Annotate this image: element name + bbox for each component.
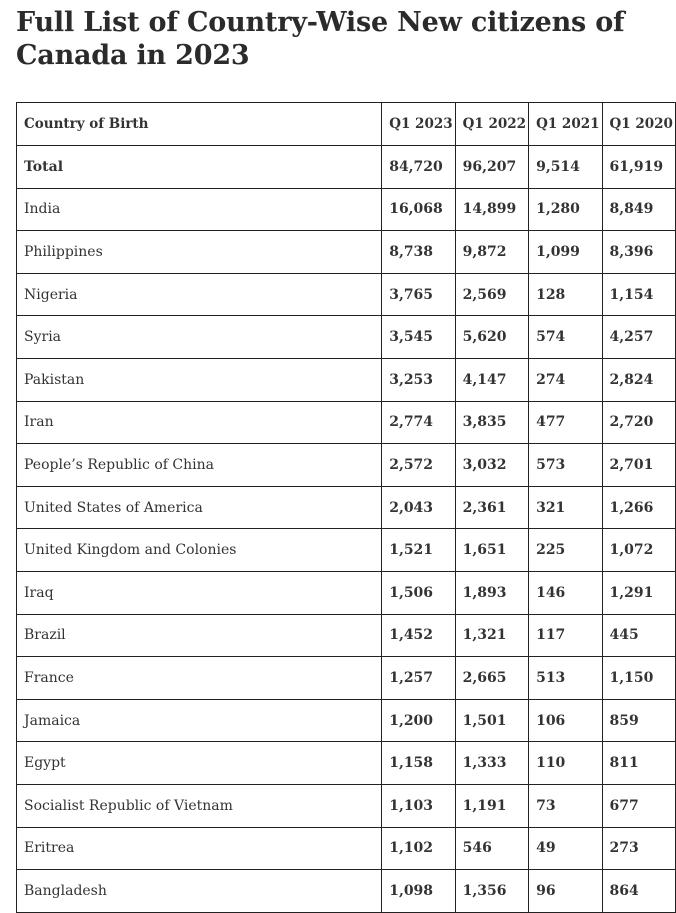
table-row bbox=[17, 444, 676, 487]
q1-2021-cell: 477 bbox=[529, 401, 602, 444]
q1-2020-cell: 61,919 bbox=[602, 146, 675, 189]
column-header-q1-2023: Q1 2023 bbox=[382, 103, 455, 146]
country-cell: Iran bbox=[17, 401, 382, 444]
country-cell: People’s Republic of China bbox=[17, 444, 382, 487]
q1-2021-cell: 573 bbox=[529, 444, 602, 487]
q1-2023-cell: 1,452 bbox=[382, 614, 455, 657]
q1-2022-cell: 9,872 bbox=[455, 231, 528, 274]
table-row bbox=[17, 657, 676, 700]
q1-2020-cell: 1,291 bbox=[602, 571, 675, 614]
q1-2020-cell: 2,701 bbox=[602, 444, 675, 487]
q1-2022-cell: 4,147 bbox=[455, 358, 528, 401]
country-cell: Socialist Republic of Vietnam bbox=[17, 784, 382, 827]
q1-2023-cell: 2,774 bbox=[382, 401, 455, 444]
q1-2020-cell: 1,150 bbox=[602, 657, 675, 700]
q1-2021-cell: 73 bbox=[529, 784, 602, 827]
country-cell: Nigeria bbox=[17, 273, 382, 316]
table-row bbox=[17, 784, 676, 827]
column-header-q1-2022: Q1 2022 bbox=[455, 103, 528, 146]
q1-2021-cell: 574 bbox=[529, 316, 602, 359]
q1-2022-cell: 1,893 bbox=[455, 571, 528, 614]
q1-2022-cell: 14,899 bbox=[455, 188, 528, 231]
q1-2021-cell: 117 bbox=[529, 614, 602, 657]
q1-2022-cell: 1,321 bbox=[455, 614, 528, 657]
q1-2023-cell: 1,257 bbox=[382, 657, 455, 700]
q1-2020-cell: 4,257 bbox=[602, 316, 675, 359]
table-header-row bbox=[17, 103, 676, 146]
q1-2023-cell: 1,521 bbox=[382, 529, 455, 572]
q1-2021-cell: 49 bbox=[529, 827, 602, 870]
q1-2022-cell: 96,207 bbox=[455, 146, 528, 189]
q1-2023-cell: 1,098 bbox=[382, 870, 455, 913]
q1-2020-cell: 864 bbox=[602, 870, 675, 913]
q1-2021-cell: 146 bbox=[529, 571, 602, 614]
q1-2022-cell: 3,835 bbox=[455, 401, 528, 444]
q1-2022-cell: 1,191 bbox=[455, 784, 528, 827]
q1-2022-cell: 2,361 bbox=[455, 486, 528, 529]
table-row bbox=[17, 486, 676, 529]
q1-2021-cell: 9,514 bbox=[529, 146, 602, 189]
q1-2023-cell: 2,043 bbox=[382, 486, 455, 529]
country-cell: Egypt bbox=[17, 742, 382, 785]
q1-2023-cell: 1,200 bbox=[382, 699, 455, 742]
q1-2020-cell: 8,396 bbox=[602, 231, 675, 274]
country-cell: France bbox=[17, 657, 382, 700]
q1-2022-cell: 3,032 bbox=[455, 444, 528, 487]
q1-2020-cell: 811 bbox=[602, 742, 675, 785]
table-row bbox=[17, 571, 676, 614]
q1-2023-cell: 1,506 bbox=[382, 571, 455, 614]
q1-2023-cell: 2,572 bbox=[382, 444, 455, 487]
country-cell: India bbox=[17, 188, 382, 231]
column-header-q1-2021: Q1 2021 bbox=[529, 103, 602, 146]
q1-2023-cell: 3,545 bbox=[382, 316, 455, 359]
q1-2021-cell: 513 bbox=[529, 657, 602, 700]
table-row bbox=[17, 742, 676, 785]
q1-2021-cell: 274 bbox=[529, 358, 602, 401]
q1-2020-cell: 2,824 bbox=[602, 358, 675, 401]
q1-2021-cell: 225 bbox=[529, 529, 602, 572]
country-cell: Brazil bbox=[17, 614, 382, 657]
page-title: Full List of Country-Wise New citizens of Canada in 2023 bbox=[16, 7, 625, 71]
country-cell: United Kingdom and Colonies bbox=[17, 529, 382, 572]
q1-2023-cell: 16,068 bbox=[382, 188, 455, 231]
q1-2023-cell: 3,765 bbox=[382, 273, 455, 316]
table-row bbox=[17, 614, 676, 657]
q1-2021-cell: 128 bbox=[529, 273, 602, 316]
column-header-country: Country of Birth bbox=[17, 103, 382, 146]
q1-2021-cell: 1,099 bbox=[529, 231, 602, 274]
country-cell: United States of America bbox=[17, 486, 382, 529]
q1-2020-cell: 445 bbox=[602, 614, 675, 657]
q1-2020-cell: 1,072 bbox=[602, 529, 675, 572]
q1-2020-cell: 1,154 bbox=[602, 273, 675, 316]
q1-2021-cell: 321 bbox=[529, 486, 602, 529]
q1-2020-cell: 1,266 bbox=[602, 486, 675, 529]
q1-2023-cell: 1,102 bbox=[382, 827, 455, 870]
q1-2021-cell: 96 bbox=[529, 870, 602, 913]
table-row bbox=[17, 827, 676, 870]
q1-2022-cell: 1,356 bbox=[455, 870, 528, 913]
table-row-total bbox=[17, 146, 676, 189]
q1-2020-cell: 677 bbox=[602, 784, 675, 827]
q1-2022-cell: 2,569 bbox=[455, 273, 528, 316]
q1-2020-cell: 859 bbox=[602, 699, 675, 742]
country-cell: Eritrea bbox=[17, 827, 382, 870]
country-cell: Jamaica bbox=[17, 699, 382, 742]
table-row bbox=[17, 231, 676, 274]
q1-2020-cell: 8,849 bbox=[602, 188, 675, 231]
country-cell: Philippines bbox=[17, 231, 382, 274]
q1-2021-cell: 110 bbox=[529, 742, 602, 785]
q1-2023-cell: 8,738 bbox=[382, 231, 455, 274]
q1-2023-cell: 1,103 bbox=[382, 784, 455, 827]
q1-2022-cell: 1,501 bbox=[455, 699, 528, 742]
column-header-q1-2020: Q1 2020 bbox=[602, 103, 675, 146]
q1-2023-cell: 84,720 bbox=[382, 146, 455, 189]
q1-2022-cell: 546 bbox=[455, 827, 528, 870]
country-cell: Syria bbox=[17, 316, 382, 359]
q1-2020-cell: 273 bbox=[602, 827, 675, 870]
q1-2022-cell: 1,333 bbox=[455, 742, 528, 785]
citizens-table bbox=[16, 102, 676, 913]
table-row bbox=[17, 273, 676, 316]
table-row bbox=[17, 358, 676, 401]
q1-2022-cell: 5,620 bbox=[455, 316, 528, 359]
country-cell: Bangladesh bbox=[17, 870, 382, 913]
table-row bbox=[17, 401, 676, 444]
table-row bbox=[17, 699, 676, 742]
q1-2021-cell: 1,280 bbox=[529, 188, 602, 231]
country-cell: Pakistan bbox=[17, 358, 382, 401]
table-row bbox=[17, 188, 676, 231]
q1-2023-cell: 3,253 bbox=[382, 358, 455, 401]
q1-2021-cell: 106 bbox=[529, 699, 602, 742]
table-row bbox=[17, 529, 676, 572]
q1-2023-cell: 1,158 bbox=[382, 742, 455, 785]
q1-2022-cell: 2,665 bbox=[455, 657, 528, 700]
q1-2020-cell: 2,720 bbox=[602, 401, 675, 444]
q1-2022-cell: 1,651 bbox=[455, 529, 528, 572]
table-row bbox=[17, 870, 676, 913]
country-cell: Total bbox=[17, 146, 382, 189]
table-row bbox=[17, 316, 676, 359]
country-cell: Iraq bbox=[17, 571, 382, 614]
